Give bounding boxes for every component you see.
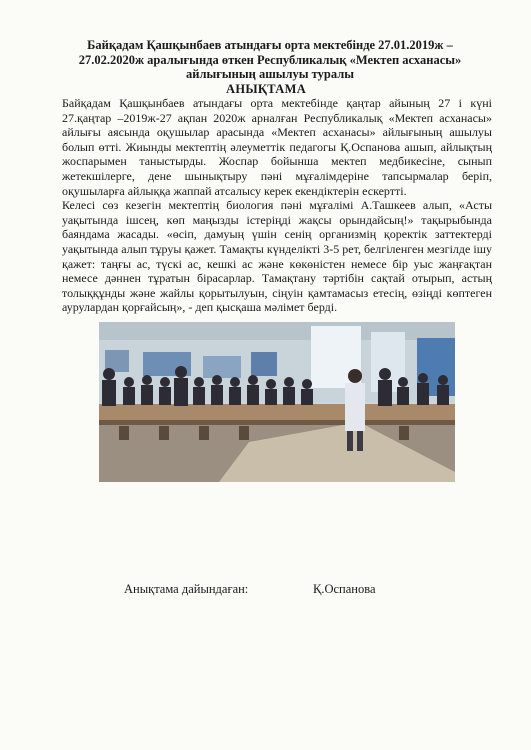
classroom-photo-image	[99, 322, 455, 482]
document-heading: АНЫҚТАМА	[226, 82, 307, 96]
paragraph: Байқадам Қашқынбаев атындағы орта мектебінде қаңтар айының 27 і күні 27.қаңтар –2019ж-27 ақпан 2020ж арналған Республикалық «Мектеп асханасы» айлығы аясында оқушылар арасында «Мектеп асханасы» айлығының ашылуы болып өтті. Жиынды мектептің әлеуметтік педагогы Қ.Оспанова ашып, айлықтың жоспарымен таныстырды. Жоспар бойынша мектеп медбикесіне, сынып жетекшілерге, дене шынықтыру пәні мұғалімдеріне тапсырмалар беріп, оқушыларға айлыққа жаппай атсалысу керек екендіктерін ескертті.	[62, 96, 492, 198]
classroom-photo	[99, 322, 455, 482]
document-body	[62, 96, 492, 315]
document-title: Байқадам Қашқынбаев атындағы орта мектебінде 27.01.2019ж – 27.02.2020ж аралығында өткен Республикалық «Мектеп асханасы» айлығының ашылуы туралы	[78, 38, 462, 81]
signature-name: Қ.Оспанова	[313, 582, 376, 596]
paragraph: Келесі сөз кезегін мектептің биология пәні мұғалімі А.Ташкеев алып, «Асты уақытында ішсең, көп маңызды істеріңді жақсы орындайсың!» тақырыбында баяндама жасады. «өсіп, дамуың үшін сенің организмің қоректік заттектерді уақытында алып тұруы қажет. Тамақты күнделікті 3-5 рет, белгіленген мезгілде ішу қажет: таңғы ас, түскі ас, кешкі ас және көкөністен немесе бір уыс жаңғақтан немесе дәннен тұратын бірасарлар. Тамақтану тәртібін сақтай отырып, астың толыққұнды және жайлы қорытылуын, сіңуін қамтамасыз етесің, өзіңді көптеген аурулардан қорғайсың», - деп қысқаша мәлімет берді.	[62, 198, 492, 315]
signature-label: Анықтама дайындаған:	[124, 582, 249, 596]
